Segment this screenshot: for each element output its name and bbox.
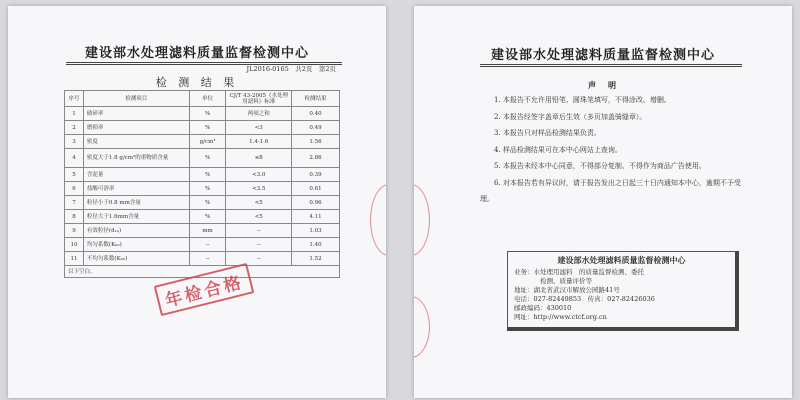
seam-seal-mark: [414, 296, 430, 358]
cell-standard: --: [226, 252, 292, 266]
cell-result: 1.40: [292, 238, 340, 252]
cell-item: 磨损率: [83, 121, 189, 135]
cell-unit: %: [189, 149, 226, 168]
cell-unit: %: [189, 168, 226, 182]
report-page-results: [8, 6, 386, 398]
cell-index: 7: [65, 196, 84, 210]
cell-index: 8: [65, 210, 84, 224]
results-table: [64, 90, 340, 278]
cell-unit: %: [189, 182, 226, 196]
declaration-heading: 声 明: [588, 80, 618, 90]
cell-item: 有效粒径(d₁₀): [83, 224, 189, 238]
declaration-item: 6. 对本报告若有异议时，请于报告发出之日起三十日内通知本中心，逾期不予受理。: [480, 178, 741, 203]
table-row: [65, 238, 340, 252]
cell-index: 10: [65, 238, 84, 252]
contact-business-line: [514, 268, 729, 277]
seam-seal-mark: [370, 184, 386, 256]
table-row: [65, 121, 340, 135]
cell-standard: <3.0: [226, 168, 292, 182]
declaration-item: 5. 本报告未经本中心同意，不得部分复制、不得作为商品广告使用。: [494, 162, 706, 170]
col-header-index: 序号: [65, 91, 84, 107]
cell-standard: <3.5: [226, 182, 292, 196]
table-row: [65, 168, 340, 182]
cell-standard: --: [226, 224, 292, 238]
cell-standard: 两项之和: [226, 107, 292, 121]
cell-item: 粒径小于0.8 mm含量: [83, 196, 189, 210]
cell-item: 密度: [83, 135, 189, 149]
page-title: 建设部水处理滤料质量监督检测中心: [490, 48, 715, 63]
annual-inspection-stamp: 年检合格: [154, 263, 255, 316]
declaration-item: 1. 本报告不允许用铅笔、圆珠笔填写，不得涂改、增删。: [494, 96, 671, 104]
business-label: 业务：: [514, 268, 534, 276]
cell-item: 含泥量: [83, 168, 189, 182]
declaration-item: 2. 本报告经签字盖章后生效（多页加盖骑缝章）。: [494, 112, 647, 121]
cell-unit: --: [189, 252, 226, 266]
table-row: [65, 252, 340, 266]
cell-unit: %: [189, 196, 226, 210]
cell-standard: <3: [226, 121, 292, 135]
cell-standard: --: [226, 238, 292, 252]
cell-index: 2: [65, 121, 84, 135]
page-title: 建设部水处理滤料质量监督检测中心: [84, 46, 309, 61]
cell-result: 1.03: [292, 224, 340, 238]
cell-item: 密度大于1.8 g/cm³的重物质含量: [83, 149, 189, 168]
cell-index: 11: [65, 252, 84, 266]
cell-item: 均匀系数(K₆₀): [83, 238, 189, 252]
col-header-standard: CJ/T 43-2005《水处理用滤料》标准: [226, 91, 292, 107]
declaration-list: [480, 92, 742, 208]
col-header-result: 检测结果: [292, 91, 340, 107]
cell-index: 4: [65, 149, 84, 168]
declaration-item: 3. 本报告只对样品检测结果负责。: [494, 129, 601, 137]
cell-item: 破碎率: [83, 107, 189, 121]
contact-business-cont: 检测、质量评价等: [540, 277, 592, 285]
table-header-row: [65, 91, 340, 107]
cell-item: 不均匀系数(K₈₀): [83, 252, 189, 266]
col-header-unit: 单位: [189, 91, 226, 107]
contact-postcode: 邮政编码：430010: [514, 304, 572, 312]
col-header-item: 检测项目: [83, 91, 189, 107]
cell-index: 6: [65, 182, 84, 196]
cell-result: 1.56: [292, 135, 340, 149]
contact-header: 建设部水处理滤料质量监督检测中心: [557, 255, 686, 265]
table-footer-note: 以下空白。: [65, 266, 340, 278]
business-text: 水处理用滤料 的质量监督检测、委托: [533, 268, 644, 276]
table-row: [65, 224, 340, 238]
cell-standard: ≤8: [226, 149, 292, 168]
cell-index: 5: [65, 168, 84, 182]
cell-result: 4.11: [292, 210, 340, 224]
cell-item: 粒径大于1.6mm含量: [83, 210, 189, 224]
contact-website: 网址：http://www.ctcf.org.cn: [514, 313, 607, 321]
cell-result: 0.40: [292, 107, 340, 121]
cell-unit: %: [189, 121, 226, 135]
seam-seal-mark: [414, 184, 430, 256]
section-title: 检 测 结 果: [155, 76, 239, 89]
cell-index: 9: [65, 224, 84, 238]
table-row: [65, 135, 340, 149]
cell-unit: %: [189, 107, 226, 121]
table-row: [65, 210, 340, 224]
report-page-declaration: [414, 6, 792, 398]
cell-result: 2.86: [292, 149, 340, 168]
contact-info-box: [507, 251, 739, 331]
cell-result: 0.96: [292, 196, 340, 210]
cell-standard: <5: [226, 210, 292, 224]
cell-unit: g/cm³: [189, 135, 226, 149]
title-divider: [480, 64, 742, 67]
cell-unit: --: [189, 238, 226, 252]
table-row: [65, 149, 340, 168]
contact-phone-fax: 电话：027-82449853 传真：027-82426036: [514, 295, 655, 303]
table-row: [65, 182, 340, 196]
cell-unit: mm: [189, 224, 226, 238]
cell-standard: 1.4-1.6: [226, 135, 292, 149]
declaration-item: 4. 样品检测结果可在本中心网站上查询。: [494, 145, 622, 154]
table-row: [65, 107, 340, 121]
report-number: JL2016-0165 共2页 第2页: [246, 65, 336, 73]
cell-unit: %: [189, 210, 226, 224]
cell-standard: <5: [226, 196, 292, 210]
cell-index: 1: [65, 107, 84, 121]
cell-result: 0.49: [292, 121, 340, 135]
cell-result: 0.39: [292, 168, 340, 182]
table-row: [65, 196, 340, 210]
contact-address: 地址：湖北省武汉市解放公园路41号: [514, 286, 620, 294]
cell-result: 1.52: [292, 252, 340, 266]
cell-item: 盐酸可溶率: [83, 182, 189, 196]
cell-result: 0.61: [292, 182, 340, 196]
cell-index: 3: [65, 135, 84, 149]
